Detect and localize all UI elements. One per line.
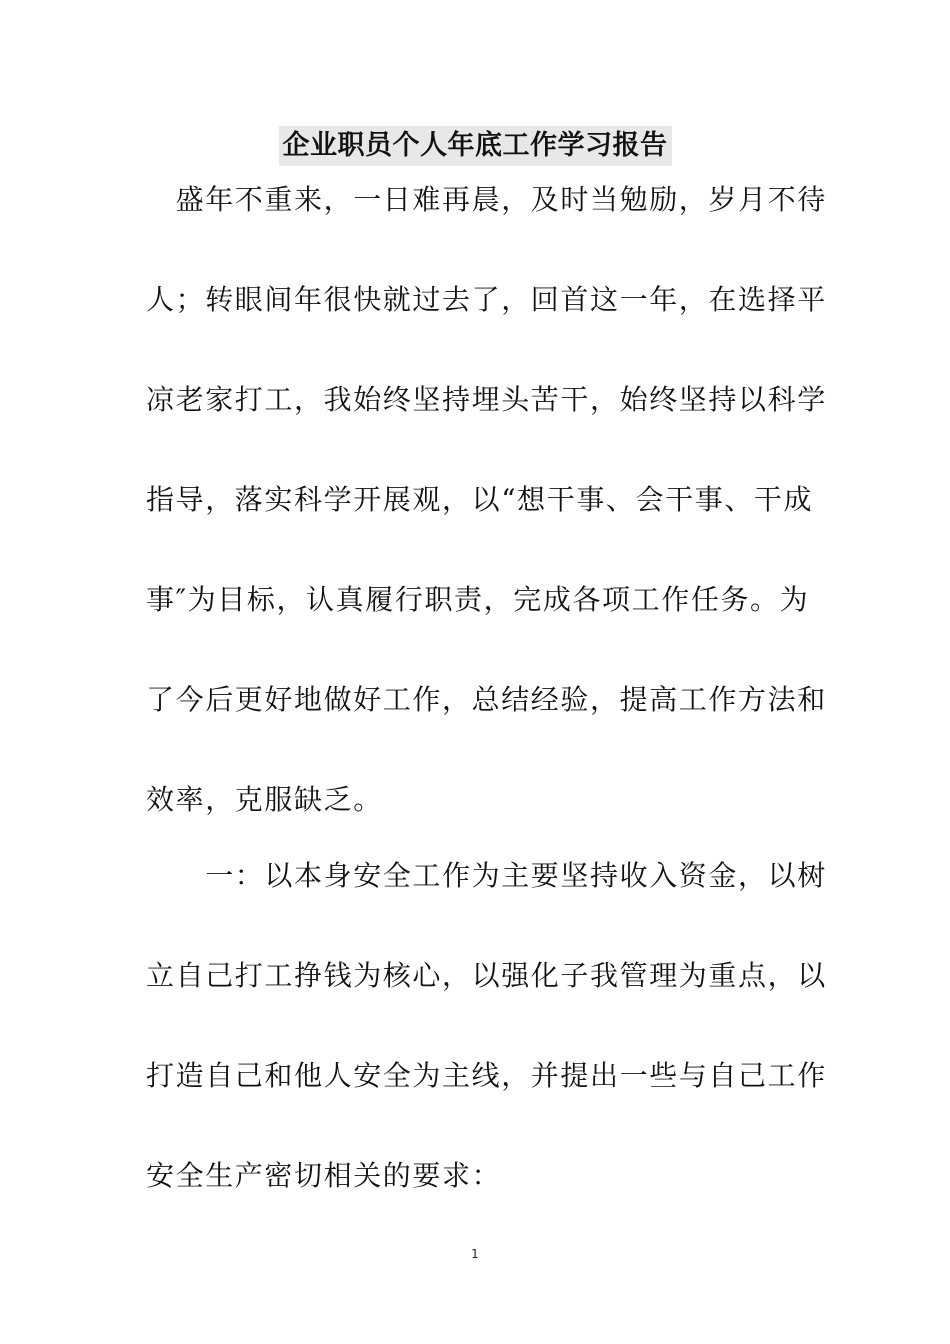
paragraph-line: 效率，克服缺乏。 bbox=[146, 783, 383, 816]
paragraph-line: 打造自己和他人安全为主线，并提出一些与自己工作 bbox=[146, 1059, 827, 1092]
paragraph-line: 盛年不重来，一日难再晨，及时当勉励，岁月不待 bbox=[146, 183, 827, 216]
paragraph-line: 事″为目标，认真履行职责，完成各项工作任务。为 bbox=[146, 583, 810, 616]
paragraph-line: 立自己打工挣钱为核心，以强化子我管理为重点，以 bbox=[146, 959, 827, 992]
title-container bbox=[0, 126, 950, 166]
paragraph-line: 指导，落实科学开展观，以“想干事、会干事、干成 bbox=[146, 483, 814, 516]
paragraph-line: 人；转眼间年很快就过去了，回首这一年，在选择平 bbox=[146, 283, 827, 316]
document-title: 企业职员个人年底工作学习报告 bbox=[279, 126, 672, 166]
paragraph-line: 了今后更好地做好工作，总结经验，提高工作方法和 bbox=[146, 683, 827, 716]
page-number: 1 bbox=[471, 1247, 479, 1261]
paragraph-line: 安全生产密切相关的要求： bbox=[146, 1159, 502, 1192]
paragraph-line: 凉老家打工，我始终坚持埋头苦干，始终坚持以科学 bbox=[146, 383, 827, 416]
paragraph-line: 一：以本身安全工作为主要坚持收入资金，以树 bbox=[146, 859, 827, 892]
